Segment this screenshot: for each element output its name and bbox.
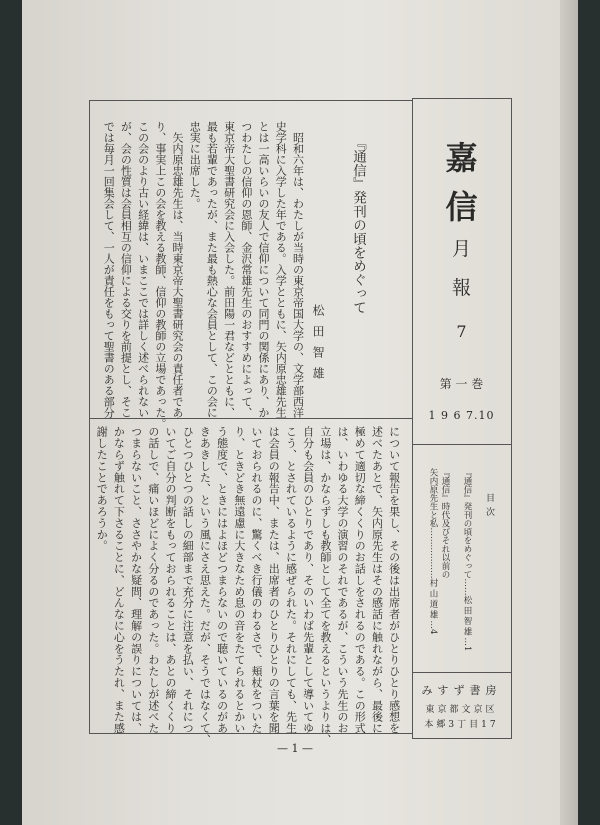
text-column: ひとつひとつの話しの細部まで充分に注意を払い、それにつ	[181, 426, 195, 734]
text-column: 最も若輩であったが、また最も熱心な会員として、この会に	[205, 121, 219, 418]
issue-number: 7	[456, 322, 467, 341]
text-column: 忠実に出席した。	[188, 121, 202, 209]
text-column: 自分も会員のひとりであり、そのいわば先輩として導いてゆ	[301, 426, 315, 734]
text-column: が、会の性質は会員相互の信仰による交りを前提とし、そこ	[119, 121, 133, 418]
text-column: いてご自分の判断をもっておられることは、あとの締くくり	[164, 426, 178, 734]
text-column: は、いわゆる大学の演習のそれであるが、こういう先生のお	[336, 426, 350, 734]
volume-label: 第 一 巻	[439, 377, 484, 391]
text-column: つまらないこと、ささやかな疑問、理解の誤りについては、	[129, 426, 143, 734]
text-column: 極めて適切な締くくりのお話しをされるのである。この形式	[353, 426, 367, 734]
text-column: この会のより古い経緯は、いまここでは詳しく述べられない	[136, 121, 150, 418]
toc-entry-author: 松田智雄	[462, 595, 472, 638]
article-author: 松田智雄	[311, 304, 325, 388]
text-column: 史学科に入学した年である。入学とともに、矢内原忠雄先生	[274, 121, 288, 418]
text-column: について報告を果し、その後は出席者がひとりひとり感想を	[387, 426, 401, 734]
text-column: かならず触れて下さることに、どんなに心をうたれ、また感	[112, 426, 126, 734]
text-column: きあきした、という風にさえ思えた。だが、そうではなくて、	[198, 426, 212, 746]
text-column: 東京帝大聖書研究会に入会した。前田陽一君などとともに、	[222, 121, 236, 418]
text-column: つわたしの信仰の恩師、金沢常雄先生のおすすめによって、	[239, 121, 253, 418]
article-title: 『通信』発刊の頃をめぐって	[350, 136, 366, 315]
masthead-subtitle-1: 月	[451, 238, 471, 260]
text-column: とは一高いらいの友人で信仰について同門の関係にあり、か	[257, 121, 271, 418]
sidebar-divider-toc	[412, 444, 512, 445]
text-column: 立場は、かならずしも教師として全てを教えるというよりは、	[318, 426, 332, 746]
text-column: 矢内原忠雄先生は、当時東京帝大聖書研究会の責任者であ	[171, 121, 185, 418]
toc-entry-title-continued: 矢内原先生と私………………	[428, 468, 438, 579]
toc-entry-title: 『通信』時代及びそれ以前の	[440, 468, 450, 579]
text-column: り、事実上この会を教える教師、信仰の教師の立場であった。	[153, 121, 167, 429]
text-column: こう、とされているように感ぜられた。それにしても、先生	[284, 426, 298, 734]
sidebar-divider-publisher	[412, 672, 512, 673]
text-column: の話しで、痛いほどによく分るのであった。わたしが述べた	[146, 426, 160, 734]
toc-entry-page: …4	[428, 620, 438, 635]
text-column: は会員の報告中、または、出席者のひとりひとりの言葉を聞	[267, 426, 281, 734]
text-column: う態度で、ときにはよほどつまらないので聴いているのがあ	[215, 426, 229, 734]
text-column: 謝したことであろうか。	[95, 426, 109, 552]
toc-entry-2-continued[interactable]	[427, 468, 438, 634]
text-column: 昭和六年は、わたしが当時の東京帝国大学の、文学部西洋	[291, 121, 305, 418]
page-number: — 1 —	[277, 742, 313, 755]
toc-entry-page: …1	[462, 637, 472, 652]
toc-entry-2[interactable]	[439, 468, 450, 579]
text-column: り、ときどき無遠慮に大きなため息の音をたてられるとかい	[232, 426, 246, 734]
toc-entry-1[interactable]	[461, 468, 472, 651]
text-column: いておられるのに、驚くべき行儀のわるさで、頬杖をついた	[250, 426, 264, 734]
publisher-name: みすず書房	[421, 684, 502, 697]
publisher-address-1: 東京都文京区	[425, 705, 498, 715]
toc-entry-title: 『通信』発刊の頃をめぐって……	[462, 468, 472, 596]
masthead-subtitle-2: 報	[451, 277, 471, 299]
masthead-title-1: 嘉	[445, 139, 478, 177]
text-column: 述べたあとで、矢内原先生はその感話に触れながら、最後に	[370, 426, 384, 734]
book-binding-edge	[560, 0, 578, 825]
text-column: では毎月一回集会して、一人が責任をもって聖書のある部分	[102, 121, 116, 418]
article-body-lower	[93, 426, 403, 746]
masthead-title-2: 信	[445, 188, 478, 226]
article-body-upper	[100, 121, 306, 429]
publisher-address-2: 本郷3丁目17	[424, 720, 499, 730]
toc-entry-author: 村山道雄	[428, 578, 438, 621]
issue-date: 1 9 6 7.10	[428, 409, 495, 422]
toc-heading: 目次	[484, 493, 494, 521]
